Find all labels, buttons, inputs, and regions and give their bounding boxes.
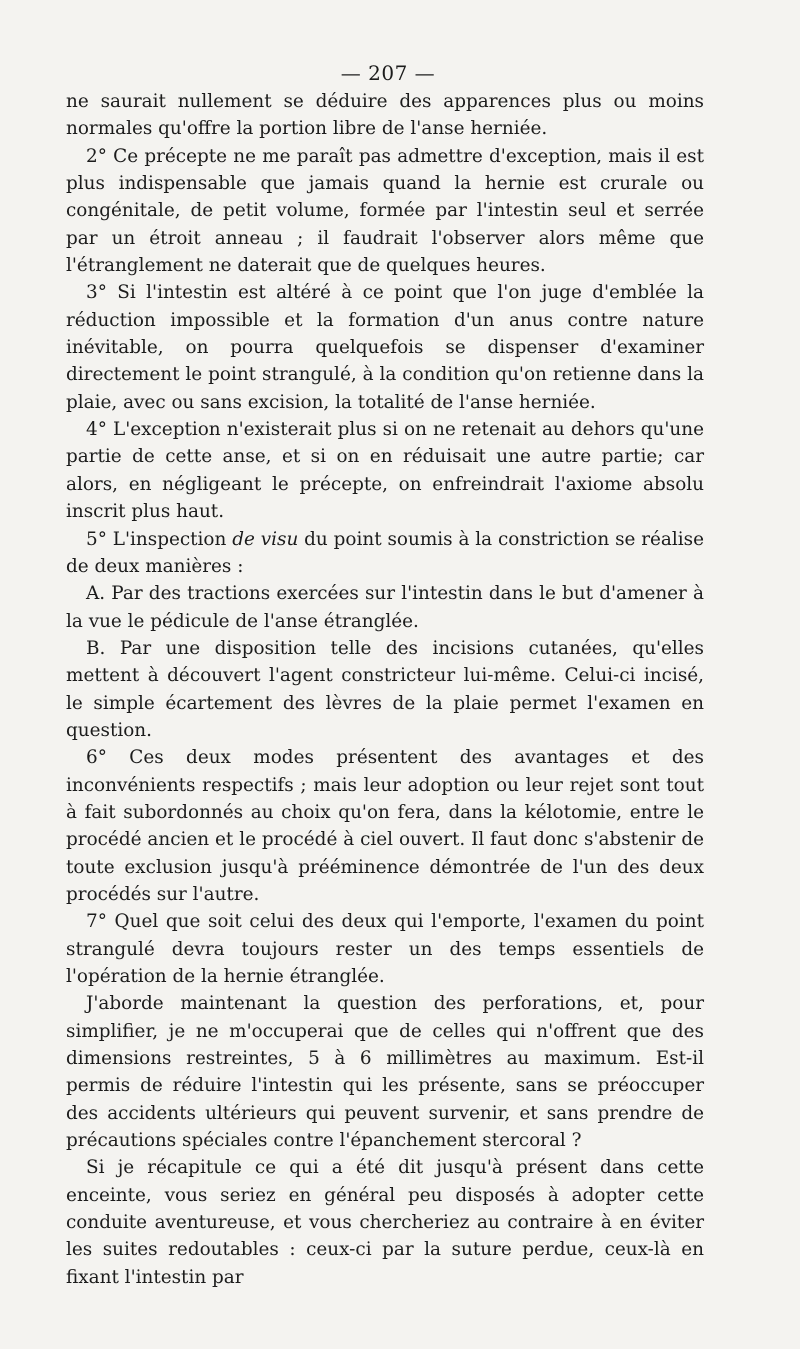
- body-text: [66, 88, 704, 1291]
- paragraph-point-4: 4° L'exception n'existerait plus si on ne retenait au dehors qu'une partie de cette anse, et si on en réduisait une autre partie; car alors, en négligeant le précepte, on enfreindrait l'axiome absolu inscrit plus haut.: [66, 419, 704, 523]
- paragraph-point-3: 3° Si l'intestin est altéré à ce point que l'on juge d'emblée la réduction impossible et la formation d'un anus contre nature inévitable, on pourra quelquefois se dispenser d'examiner directement le point strangulé, à la condition qu'on retienne dans la plaie, avec ou sans excision, la totalité de l'anse herniée.: [66, 282, 704, 413]
- paragraph-point-6: 6° Ces deux modes présentent des avantages et des inconvénients respectifs ; mais leur adoption ou leur rejet sont tout à fait subordonnés au choix qu'on fera, dans la kélotomie, entre le procédé ancien et le procédé à ciel ouvert. Il faut donc s'abstenir de toute exclusion jusqu'à prééminence démontrée de l'un des deux procédés sur l'autre.: [66, 747, 704, 905]
- paragraph-recapitulation: Si je récapitule ce qui a été dit jusqu'à présent dans cette enceinte, vous seriez en général peu disposés à adopter cette conduite aventureuse, et vous chercheriez au contraire à en éviter les suites redoutables : ceux-ci par la suture perdue, ceux-là en fixant l'intestin par: [66, 1157, 704, 1288]
- page-number: — 207 —: [340, 61, 436, 85]
- paragraph-method-a: A. Par des tractions exercées sur l'intestin dans le but d'amener à la vue le pédicule de l'anse étranglée.: [66, 583, 704, 632]
- paragraph-point-5: [66, 526, 704, 581]
- paragraph-point-2: 2° Ce précepte ne me paraît pas admettre d'exception, mais il est plus indispensable que jamais quand la hernie est crurale ou congénitale, de petit volume, formée par l'intestin seul et serrée par un étroit anneau ; il faudrait l'observer alors même que l'étranglement ne daterait que de quelques heures.: [66, 145, 704, 277]
- paragraph-method-b: B. Par une disposition telle des incisions cutanées, qu'elles mettent à découvert l'agent constricteur lui-même. Celui-ci incisé, le simple écartement des lèvres de la plaie permet l'examen en question.: [66, 637, 704, 741]
- paragraph-point-5-end: du point soumis à la constriction se réalise de deux manières :: [66, 528, 704, 577]
- paragraph-point-5-start: 5° L'inspection: [86, 528, 233, 550]
- paragraph-perforations: J'aborde maintenant la question des perforations, et, pour simplifier, je ne m'occuperai que de celles qui n'offrent que des dimensions restreintes, 5 à 6 millimètres au maximum. Est-il permis de réduire l'intestin qui les présente, sans se préoccuper des accidents ultérieurs qui peuvent survenir, et sans prendre de précautions spéciales contre l'épanchement stercoral ?: [66, 993, 704, 1152]
- paragraph-continuation: ne saurait nullement se déduire des apparences plus ou moins normales qu'offre la portion libre de l'anse herniée.: [66, 91, 704, 140]
- italic-de-visu: de visu: [232, 528, 299, 550]
- paragraph-point-7: 7° Quel que soit celui des deux qui l'emporte, l'examen du point strangulé devra toujours rester un des temps essentiels de l'opération de la hernie étranglée.: [66, 911, 704, 987]
